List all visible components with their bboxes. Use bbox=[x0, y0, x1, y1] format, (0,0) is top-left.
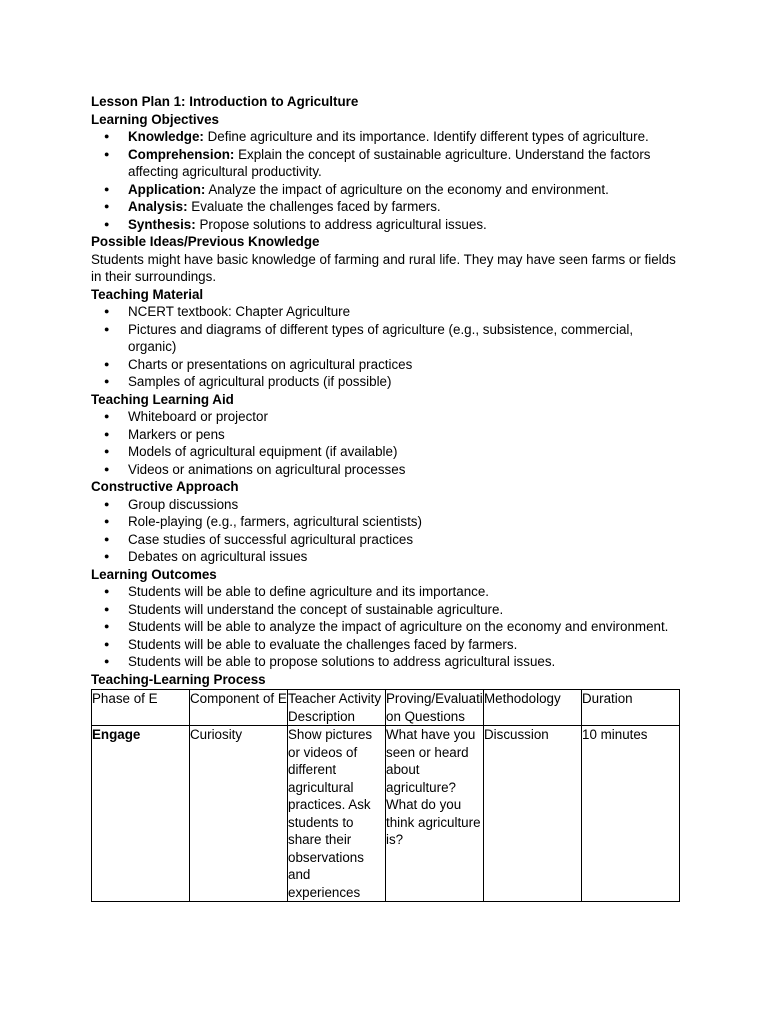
list-constructive-approach bbox=[91, 496, 681, 566]
objective-text: Propose solutions to address agricultural issues. bbox=[195, 216, 487, 232]
list-item bbox=[91, 146, 681, 181]
objective-label: Synthesis: bbox=[128, 216, 196, 232]
document-title: Lesson Plan 1: Introduction to Agriculture bbox=[91, 94, 359, 109]
list-learning-objectives bbox=[91, 128, 681, 233]
list-item: ● Case studies of successful agricultural practices bbox=[91, 531, 681, 549]
list-item: ● Group discussions bbox=[91, 496, 681, 514]
column-header: Component of E bbox=[190, 690, 288, 726]
list-item bbox=[91, 181, 681, 199]
list-item: ● Students will be able to analyze the impact of agriculture on the economy and environment. bbox=[91, 618, 681, 636]
list-item: ● Samples of agricultural products (if possible) bbox=[91, 373, 681, 391]
column-header: Proving/Evaluation Questions bbox=[386, 691, 483, 724]
column-header: Duration bbox=[582, 690, 680, 726]
list-item: ● Videos or animations on agricultural processes bbox=[91, 461, 681, 479]
table-cell-methodology: Discussion bbox=[484, 726, 582, 902]
list-item bbox=[91, 128, 681, 146]
table-cell-phase: Engage bbox=[92, 726, 190, 902]
objective-label: Application: bbox=[128, 181, 206, 197]
column-header: Methodology bbox=[484, 690, 582, 726]
list-item: ● Students will understand the concept of sustainable agriculture. bbox=[91, 601, 681, 619]
list-item: ● Students will be able to propose solutions to address agricultural issues. bbox=[91, 653, 681, 671]
objective-label: Comprehension: bbox=[128, 146, 235, 162]
table-cell-component: Curiosity bbox=[190, 726, 288, 902]
list-item: ● Debates on agricultural issues bbox=[91, 548, 681, 566]
table-header-row bbox=[92, 690, 680, 726]
list-item: ● Role-playing (e.g., farmers, agricultural scientists) bbox=[91, 513, 681, 531]
list-item: ● Students will be able to define agriculture and its importance. bbox=[91, 583, 681, 601]
heading-teaching-learning-aid: Teaching Learning Aid bbox=[91, 391, 234, 407]
list-item: ● Models of agricultural equipment (if available) bbox=[91, 443, 681, 461]
list-item: ● Students will be able to evaluate the challenges faced by farmers. bbox=[91, 636, 681, 654]
objective-text: Define agriculture and its importance. Identify different types of agriculture. bbox=[203, 129, 649, 144]
objective-text: Explain the concept of sustainable agriculture. Understand the factors affecting agricultural productivity. bbox=[128, 146, 651, 179]
heading-teaching-learning-process: Teaching-Learning Process bbox=[91, 671, 266, 687]
list-item: ● Pictures and diagrams of different types of agriculture (e.g., subsistence, commercial, organic) bbox=[91, 321, 681, 356]
document-page bbox=[91, 93, 681, 902]
table-cell-duration: 10 minutes bbox=[582, 726, 680, 902]
column-header: Phase of E bbox=[92, 690, 190, 726]
objective-label: Analysis: bbox=[128, 199, 188, 214]
list-item bbox=[91, 198, 681, 216]
table-cell-questions: What have you seen or heard about agriculture? What do you think agriculture is? bbox=[386, 726, 484, 902]
process-table bbox=[91, 689, 680, 902]
list-learning-outcomes bbox=[91, 583, 681, 671]
heading-constructive-approach: Constructive Approach bbox=[91, 479, 239, 494]
list-teaching-material bbox=[91, 303, 681, 391]
list-item: ● Markers or pens bbox=[91, 426, 681, 444]
heading-previous-knowledge: Possible Ideas/Previous Knowledge bbox=[91, 234, 320, 249]
table-cell-activity: Show pictures or videos of different agricultural practices. Ask students to share their observations and experiences bbox=[288, 726, 386, 902]
list-item: ● NCERT textbook: Chapter Agriculture bbox=[91, 303, 681, 321]
list-item: ● Whiteboard or projector bbox=[91, 408, 681, 426]
previous-knowledge-text: Students might have basic knowledge of farming and rural life. They may have seen farms or fields in their surroundings. bbox=[91, 251, 676, 284]
list-item bbox=[91, 216, 681, 234]
heading-learning-outcomes: Learning Outcomes bbox=[91, 566, 217, 582]
list-item: ● Charts or presentations on agricultural practices bbox=[91, 356, 681, 374]
objective-label: Knowledge: bbox=[128, 129, 204, 144]
heading-learning-objectives: Learning Objectives bbox=[91, 111, 219, 127]
table-row bbox=[92, 726, 680, 902]
objective-text: Analyze the impact of agriculture on the economy and environment. bbox=[205, 181, 609, 197]
heading-teaching-material: Teaching Material bbox=[91, 286, 204, 302]
objective-text: Evaluate the challenges faced by farmers. bbox=[187, 199, 441, 214]
list-teaching-learning-aid bbox=[91, 408, 681, 478]
column-header: Teacher Activity Description bbox=[288, 690, 386, 726]
